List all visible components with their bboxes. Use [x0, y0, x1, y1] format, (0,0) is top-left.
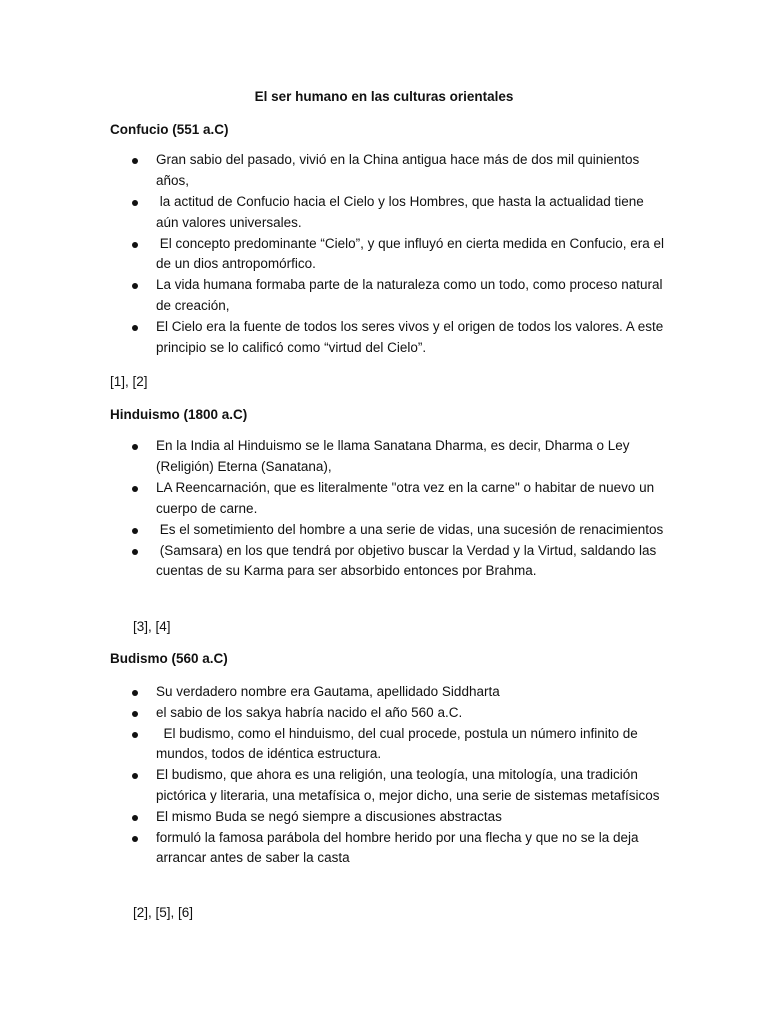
bullet-icon: [132, 732, 138, 738]
list-item: [110, 192, 670, 234]
list-item: [110, 682, 670, 703]
section-heading-hinduismo: Hinduismo (1800 a.C): [110, 407, 248, 422]
list-item: [110, 541, 670, 583]
bullet-icon: [132, 444, 138, 450]
bullet-icon: [132, 528, 138, 534]
bullet-icon: [132, 690, 138, 696]
bullet-icon: [132, 773, 138, 779]
bullet-icon: [132, 836, 138, 842]
bullet-icon: [132, 200, 138, 206]
list-item-text: El mismo Buda se negó siempre a discusiones abstractas: [156, 808, 502, 824]
list-item-text: Es el sometimiento del hombre a una serie de vidas, una sucesión de renacimientos: [156, 521, 664, 537]
list-item: [110, 150, 670, 192]
list-item: [110, 317, 670, 359]
document-title: El ser humano en las culturas orientales: [254, 89, 514, 104]
list-item-text: El budismo, que ahora es una religión, una teología, una mitología, una tradición pictórica y literaria, una metafísica o, mejor dicho, una serie de sistemas metafísicos: [156, 767, 660, 803]
list-item: [110, 828, 670, 870]
list-item-text: formuló la famosa parábola del hombre herido por una flecha y que no se la deja arrancar antes de saber la casta: [156, 829, 643, 866]
bullet-list-budismo: [110, 682, 670, 869]
bullet-icon: [132, 283, 138, 289]
list-item-text: LA Reencarnación, que es literalmente "otra vez en la carne" o habitar de nuevo un cuerpo de carne.: [156, 479, 658, 516]
bullet-icon: [132, 815, 138, 821]
bullet-icon: [132, 711, 138, 717]
list-item-text: la actitud de Confucio hacia el Cielo y los Hombres, que hasta la actualidad tiene aún valores universales.: [156, 193, 648, 230]
bullet-list-confucio: [110, 150, 670, 359]
references-confucio: [1], [2]: [110, 374, 148, 389]
list-item-text: Gran sabio del pasado, vivió en la China antigua hace más de dos mil quinientos años,: [156, 152, 644, 188]
list-item: [110, 807, 670, 828]
references-budismo: [2], [5], [6]: [133, 905, 194, 920]
list-item: [110, 234, 670, 276]
bullet-icon: [132, 486, 138, 492]
list-item: [110, 478, 670, 520]
section-heading-budismo: Budismo (560 a.C): [110, 651, 228, 666]
section-heading-confucio: Confucio (551 a.C): [110, 122, 229, 137]
bullet-icon: [132, 549, 138, 555]
list-item: [110, 724, 670, 766]
bullet-icon: [132, 158, 138, 164]
list-item-text: Su verdadero nombre era Gautama, apellidado Siddharta: [156, 684, 500, 699]
list-item-text: El Cielo era la fuente de todos los seres vivos y el origen de todos los valores. A este principio se lo calificó como “virtud del Cielo”.: [156, 319, 668, 355]
bullet-icon: [132, 242, 138, 248]
list-item: [110, 275, 670, 317]
references-hinduismo: [3], [4]: [133, 619, 171, 634]
bullet-icon: [132, 325, 138, 331]
list-item-text: El concepto predominante “Cielo”, y que influyó en cierta medida en Confucio, era el de un dios antropomórfico.: [156, 235, 668, 272]
list-item-text: La vida humana formaba parte de la naturaleza como un todo, como proceso natural de creación,: [156, 277, 667, 314]
list-item: [110, 436, 670, 478]
list-item-text: (Samsara) en los que tendrá por objetivo buscar la Verdad y la Virtud, saldando las cuentas de su Karma para ser absorbido entonces por Brahma.: [156, 542, 661, 579]
list-item-text: En la India al Hinduismo se le llama Sanatana Dharma, es decir, Dharma o Ley (Religión) Eterna (Sanatana),: [156, 438, 634, 474]
list-item-text: El budismo, como el hinduismo, del cual procede, postula un número infinito de mundos, todos de idéntica estructura.: [156, 725, 642, 762]
list-item: [110, 703, 670, 724]
bullet-list-hinduismo: [110, 436, 670, 582]
list-item-text: el sabio de los sakya habría nacido el año 560 a.C.: [156, 704, 463, 720]
list-item: [110, 765, 670, 807]
list-item: [110, 520, 670, 541]
